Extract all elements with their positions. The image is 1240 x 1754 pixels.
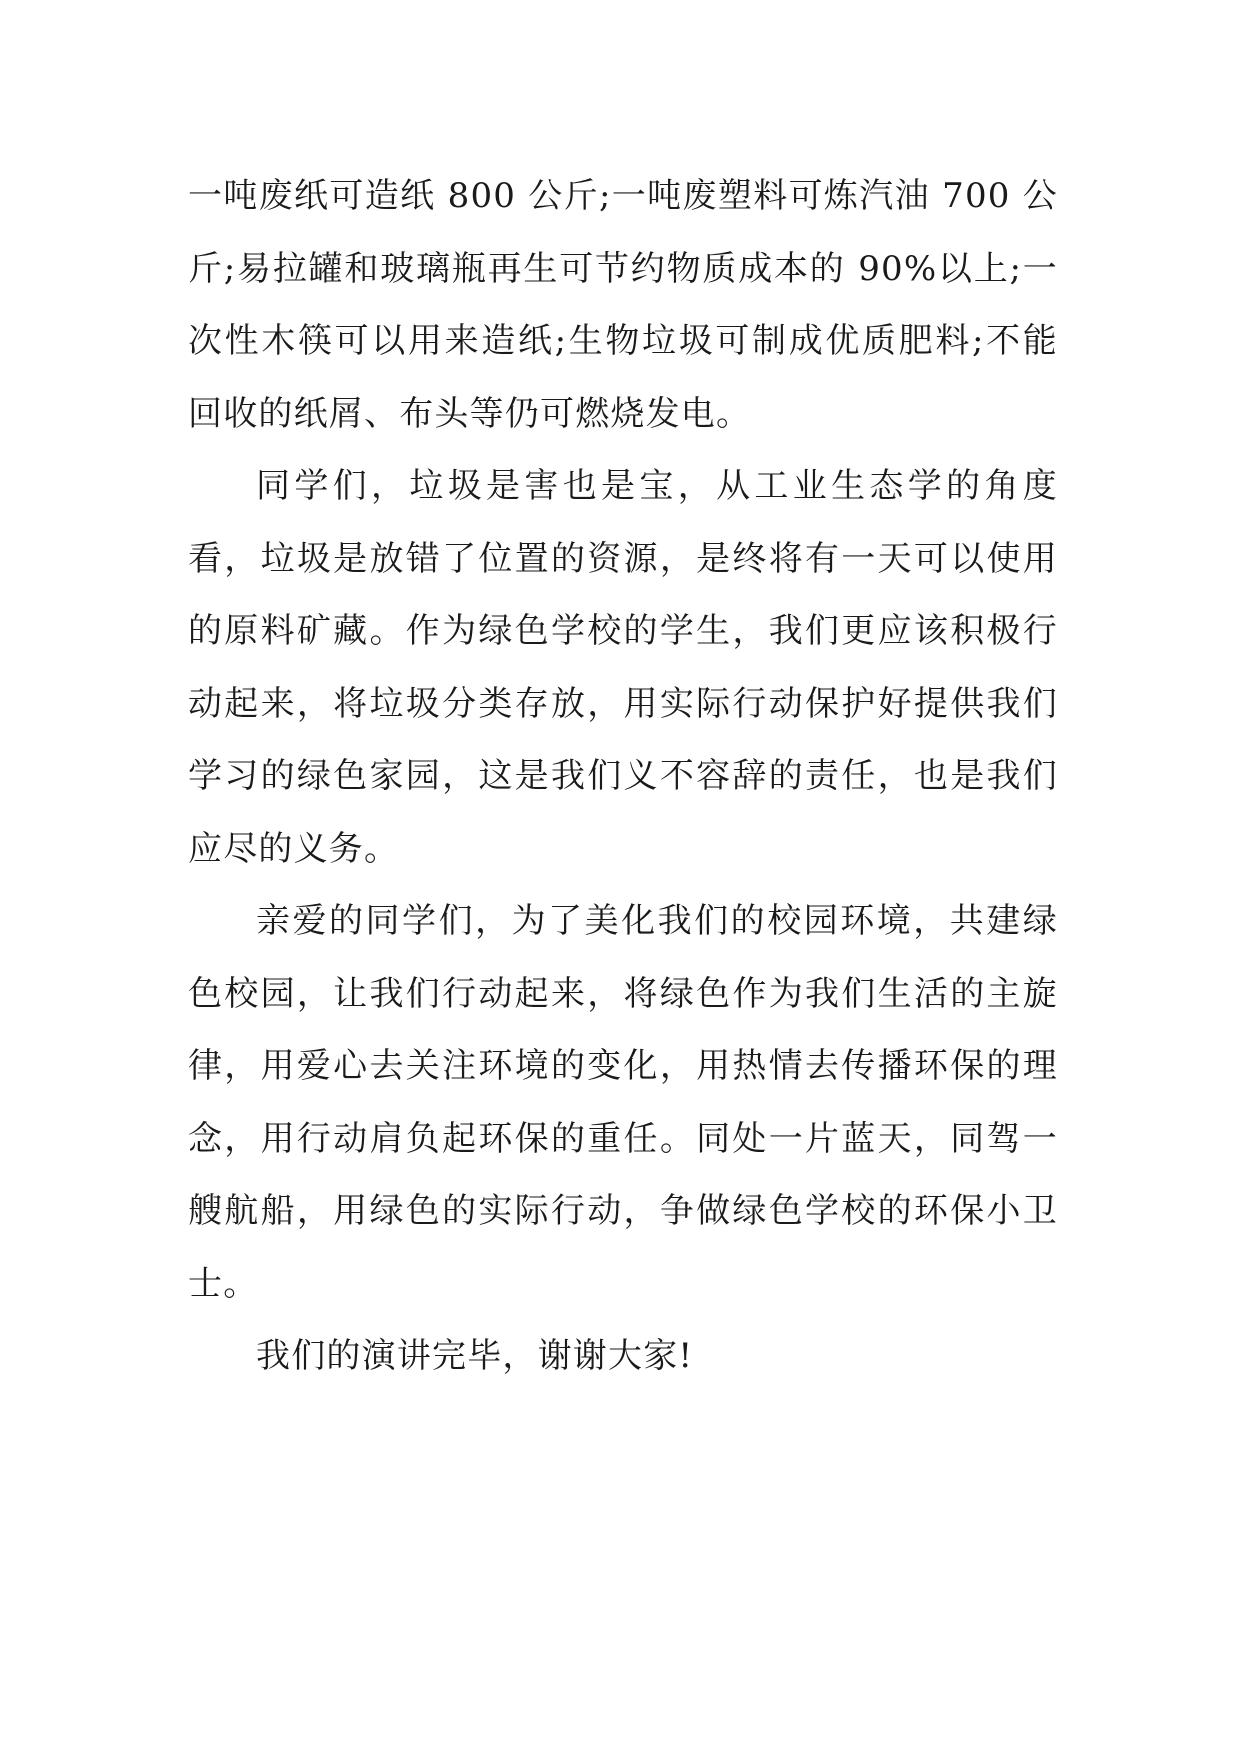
paragraph-recycling-facts: 一吨废纸可造纸 800 公斤;一吨废塑料可炼汽油 700 公斤;易拉罐和玻璃瓶再生可节约物质成本的 90%以上;一次性木筷可以用来造纸;生物垃圾可制成优质肥料;不能回收的纸屑、布头等仍可燃烧发电。 (188, 176, 1058, 434)
paragraph-call-to-action: 亲爱的同学们，为了美化我们的校园环境，共建绿色校园，让我们行动起来，将绿色作为我们生活的主旋律，用爱心去关注环境的变化，用热情去传播环保的理念，用行动肩负起环保的重任。同处一片蓝天，同驾一艘航船，用绿色的实际行动，争做绿色学校的环保小卫士。 (188, 901, 1058, 1304)
paragraph-closing: 我们的演讲完毕，谢谢大家! (256, 1336, 694, 1376)
document-body (188, 160, 1058, 1393)
paragraph-garbage-is-resource: 同学们，垃圾是害也是宝，从工业生态学的角度看，垃圾是放错了位置的资源，是终将有一天可以使用的原料矿藏。作为绿色学校的学生，我们更应该积极行动起来，将垃圾分类存放，用实际行动保护好提供我们学习的绿色家园，这是我们义不容辞的责任，也是我们应尽的义务。 (188, 466, 1058, 869)
